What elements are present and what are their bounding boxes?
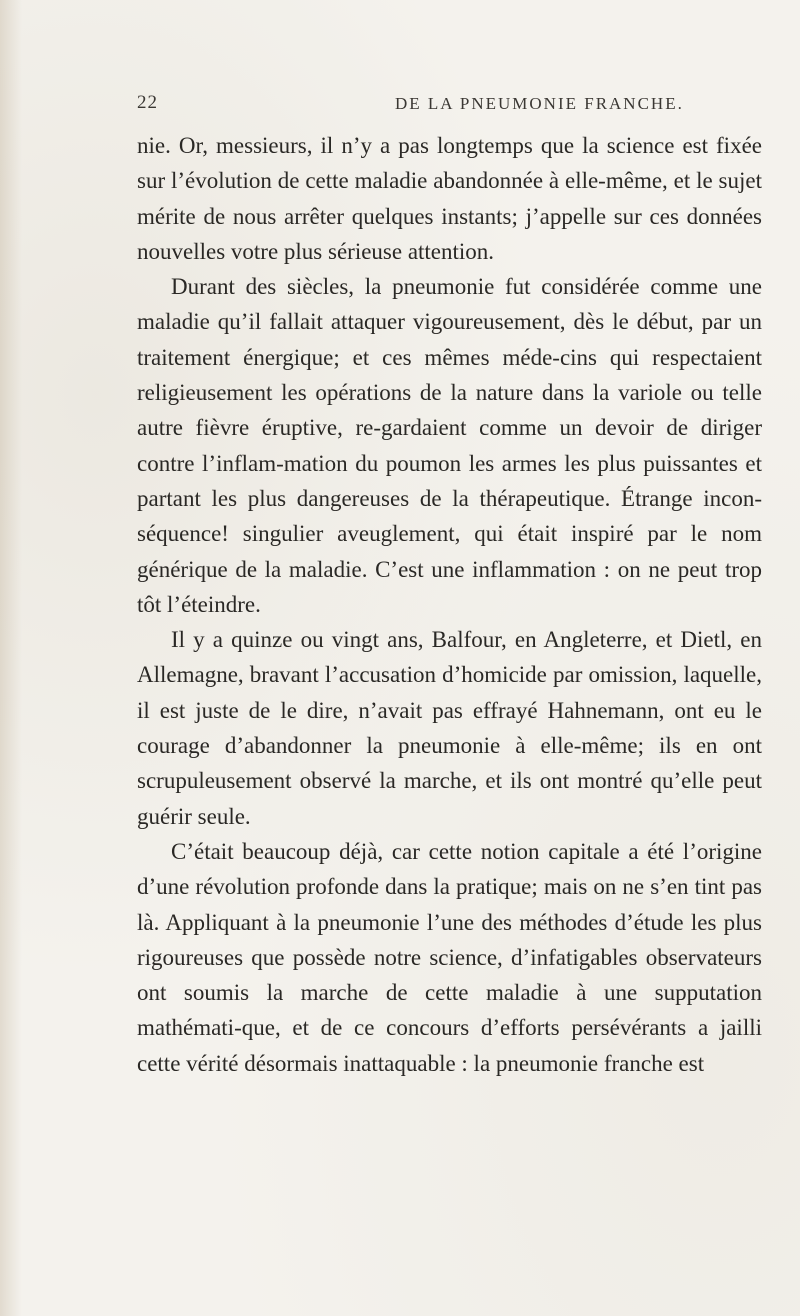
running-title: DE LA PNEUMONIE FRANCHE.	[395, 94, 684, 113]
page-header	[137, 92, 762, 122]
body-text	[137, 128, 762, 1081]
paragraph: Il y a quinze ou vingt ans, Balfour, en Angleterre, et Dietl, en Allemagne, bravant l’accusation d’homicide par omission, laquelle, il est juste de le dire, n’avait pas effrayé Hahnemann, ont eu le courage d’abandonner la pneumonie à elle-même; ils en ont scrupuleusement observé la marche, et ils ont montré qu’elle peut guérir seule.	[137, 627, 762, 829]
page-edge-shadow	[0, 0, 22, 1316]
page-number: 22	[137, 92, 158, 113]
paragraph: Durant des siècles, la pneumonie fut considérée comme une maladie qu’il fallait attaquer vigoureusement, dès le début, par un traitement énergique; et ces mêmes méde-cins qui respectaient religieusement les opérations de la nature dans la variole ou telle autre fièvre éruptive, re-gardaient comme un devoir de diriger contre l’inflam-mation du poumon les armes les plus puissantes et partant les plus dangereuses de la thérapeutique. Étrange incon-séquence! singulier aveuglement, qui était inspiré par le nom générique de la maladie. C’est une inflammation : on ne peut trop tôt l’éteindre.	[137, 274, 762, 617]
paragraph-continuation: nie. Or, messieurs, il n’y a pas longtemps que la science est fixée sur l’évolution de cette maladie abandonnée à elle-même, et le sujet mérite de nous arrêter quelques instants; j’appelle sur ces données nouvelles votre plus sérieuse attention.	[137, 133, 762, 264]
paragraph: C’était beaucoup déjà, car cette notion capitale a été l’origine d’une révolution profonde dans la pratique; mais on ne s’en tint pas là. Appliquant à la pneumonie l’une des méthodes d’étude les plus rigoureuses que possède notre science, d’infatigables observateurs ont soumis la marche de cette maladie à une supputation mathémati-que, et de ce concours d’efforts persévérants a jailli cette vérité désormais inattaquable : la pneumonie franche est	[137, 838, 762, 1076]
